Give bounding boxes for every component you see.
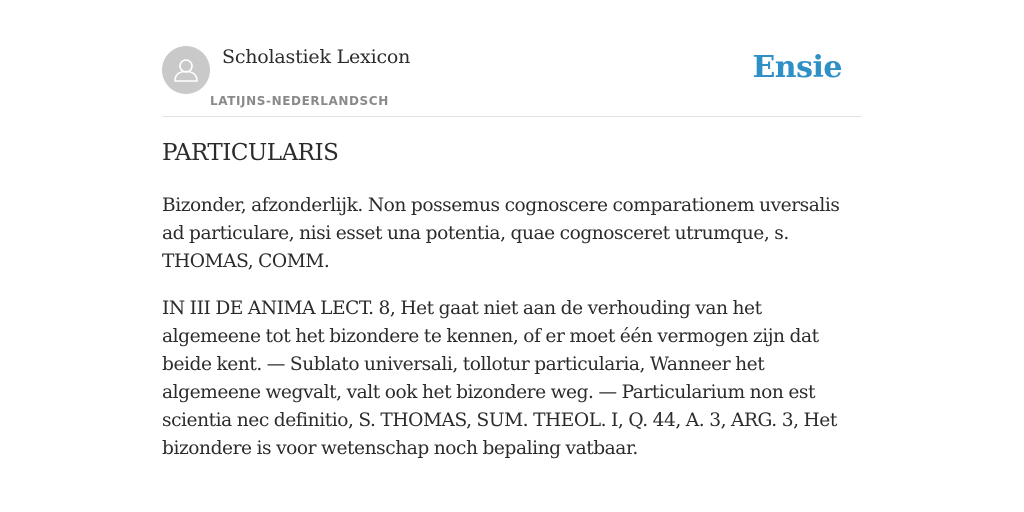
page-header xyxy=(162,46,862,117)
page-title: PARTICULARIS xyxy=(162,140,339,166)
paragraph-2: IN III DE ANIMA LECT. 8, Het gaat niet aan de verhouding van het algemeene tot het bizondere te kennen, of er moet één vermogen zijn dat beide kent. — Sublato universali, tollotur particularia, Wanneer het algemeene wegvalt, valt ook het bizondere weg. — Particularium non est scientia nec definitio, S. THOMAS, SUM. THEOL. I, Q. 44, A. 3, ARG. 3, Het bizondere is voor wetenschap noch bepaling vatbaar. xyxy=(162,298,837,459)
author-name[interactable]: Scholastiek Lexicon xyxy=(222,46,411,68)
user-icon xyxy=(162,46,210,94)
paragraph-1: Bizonder, afzonderlijk. Non possemus cognoscere comparationem uversalis ad particulare, nisi esset una potentia, quae cognosceret utrumque, s. THOMAS, COMM. xyxy=(162,195,840,272)
author-subtitle: LATIJNS-NEDERLANDSCH xyxy=(210,94,389,108)
brand-logo[interactable]: Ensie xyxy=(752,50,842,85)
avatar[interactable] xyxy=(162,46,210,94)
article-body xyxy=(162,192,862,482)
